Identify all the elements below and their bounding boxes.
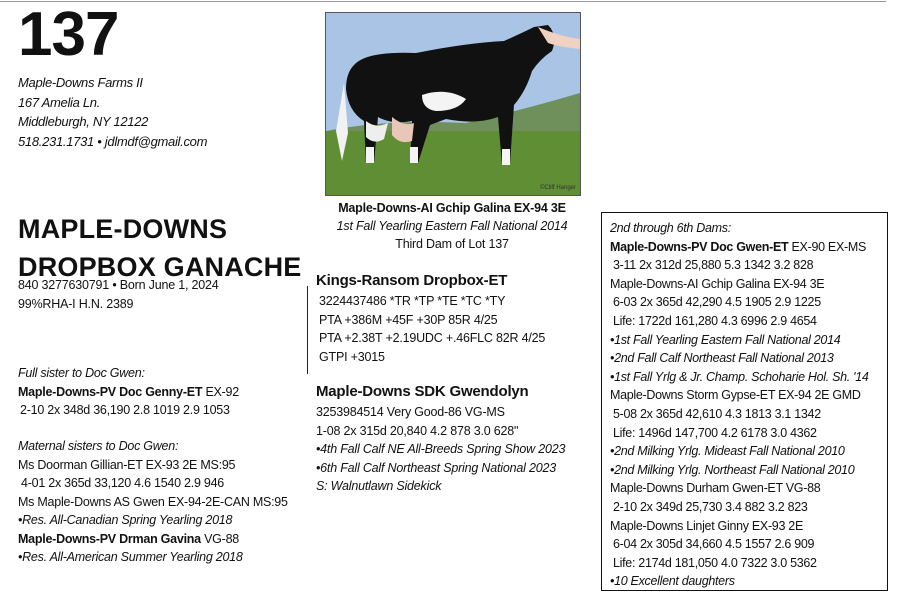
dam-section — [316, 382, 565, 496]
sire-section — [316, 271, 545, 366]
dams-box — [601, 212, 888, 591]
dam-lines — [316, 403, 565, 496]
ancestor-dam-line: Life: 2174d 181,050 4.0 7322 3.0 5362 — [613, 555, 817, 570]
lot-number: 137 — [18, 0, 119, 69]
ancestor-dam-name: Maple-Downs-PV Doc Gwen-ET — [610, 239, 789, 254]
full-sister-name-line — [18, 383, 239, 402]
ancestor-dam-line: •1st Fall Yearling Eastern Fall National 2014 — [610, 332, 841, 347]
dam-detail-line: •6th Fall Calf Northeast Spring National 2023 — [316, 460, 556, 475]
dam-name: Maple-Downs SDK Gwendolyn — [316, 383, 529, 400]
top-rule — [0, 1, 886, 2]
ancestor-dam-line: Life: 1722d 161,280 4.3 6996 2.9 4654 — [613, 313, 817, 328]
dam-detail-line: 1-08 2x 315d 20,840 4.2 878 3.0 628" — [316, 423, 519, 438]
ancestor-dam-line: Life: 1496d 147,700 4.2 6178 3.0 4362 — [613, 425, 817, 440]
dam-detail-line: S: Walnutlawn Sidekick — [316, 479, 442, 493]
animal-id-birth: 840 3277630791 • Born June 1, 2024 — [18, 278, 219, 292]
full-sister-section — [18, 364, 239, 420]
consignor-city: Middleburgh, NY 12122 — [18, 114, 149, 129]
maternal-sister-line: 4-01 2x 365d 33,120 4.6 1540 2.9 946 — [21, 476, 224, 490]
ancestor-dam-line: Maple-Downs Linjet Ginny EX-93 2E — [610, 518, 803, 533]
cow-image — [326, 13, 580, 195]
photo-caption-relation: Third Dam of Lot 137 — [395, 237, 509, 251]
full-sister-score: EX-92 — [202, 384, 239, 399]
sire-rule — [307, 286, 308, 374]
ancestor-dam-line: Maple-Downs Durham Gwen-ET VG-88 — [610, 481, 821, 496]
ancestor-dam-line: 3-11 2x 312d 25,880 5.3 1342 3.2 828 — [613, 258, 814, 273]
maternal-sister-line: Ms Doorman Gillian-ET EX-93 2E MS:95 — [18, 457, 236, 472]
sire-line-4: GTPI +3015 — [319, 349, 385, 364]
ancestor-dam-line: 6-03 2x 365d 42,290 4.5 1905 2.9 1225 — [613, 295, 821, 310]
sire-line-2: PTA +386M +45F +30P 85R 4/25 — [319, 312, 498, 327]
full-sister-heading: Full sister to Doc Gwen: — [18, 366, 145, 380]
ancestor-dam-line: •10 Excellent daughters — [610, 574, 735, 589]
consignor-contact: 518.231.1731 • jdlmdf@gmail.com — [18, 133, 208, 149]
full-sister-record: 2-10 2x 348d 36,190 2.8 1019 2.9 1053 — [20, 403, 230, 417]
consignor-address — [18, 73, 207, 151]
cow-photo — [325, 12, 581, 196]
ancestor-dam-line: 6-04 2x 305d 34,660 4.5 1557 2.6 909 — [613, 537, 815, 552]
maternal-sisters-section — [18, 437, 288, 567]
photo-caption-name: Maple-Downs-AI Gchip Galina EX-94 3E — [338, 201, 566, 215]
maternal-sister-name: Maple-Downs-PV Drman Gavina — [18, 531, 201, 546]
sire-name: Kings-Ransom Dropbox-ET — [316, 272, 508, 289]
animal-name-line-2: DROPBOX GANACHE — [18, 252, 302, 282]
maternal-sister-line: •Res. All-Canadian Spring Yearling 2018 — [18, 513, 233, 527]
ancestor-dam-line: •2nd Milking Yrlg. Mideast Fall National 2010 — [610, 444, 845, 459]
sire-line-1: 3224437486 *TR *TP *TE *TC *TY — [319, 294, 506, 308]
maternal-sister-line — [18, 530, 288, 549]
full-sister-name: Maple-Downs-PV Doc Genny-ET — [18, 384, 203, 399]
photo-caption-award: 1st Fall Yearling Eastern Fall National 2014 — [336, 219, 568, 233]
animal-rha: 99%RHA-I H.N. 2389 — [18, 296, 134, 311]
ancestor-dam-line — [610, 238, 887, 257]
ancestor-dam-line: Maple-Downs Storm Gypse-ET EX-94 2E GMD — [610, 388, 861, 403]
dams-box-list — [610, 238, 887, 591]
animal-name-line-1: MAPLE-DOWNS — [18, 214, 228, 244]
maternal-sisters-heading: Maternal sisters to Doc Gwen: — [18, 439, 179, 453]
consignor-street: 167 Amelia Ln. — [18, 94, 101, 110]
photo-credit: ©Cliff Hanger — [540, 185, 576, 191]
sire-line-3: PTA +2.38T +2.19UDC +.46FLC 82R 4/25 — [319, 331, 546, 345]
ancestor-dam-score: EX-90 EX-MS — [788, 239, 867, 254]
dams-box-heading: 2nd through 6th Dams: — [610, 221, 731, 235]
maternal-sister-score: VG-88 — [200, 531, 239, 546]
ancestor-dam-line: •2nd Milking Yrlg. Northeast Fall National 2010 — [610, 462, 855, 477]
dam-detail-line: •4th Fall Calf NE All-Breeds Spring Show 2023 — [316, 442, 566, 456]
dam-detail-line: 3253984514 Very Good-86 VG-MS — [316, 405, 505, 419]
animal-info — [18, 276, 219, 313]
maternal-sister-line: Ms Maple-Downs AS Gwen EX-94-2E-CAN MS:95 — [18, 494, 288, 509]
ancestor-dam-line: •2nd Fall Calf Northeast Fall National 2013 — [610, 351, 834, 366]
ancestor-dam-line: 5-08 2x 365d 42,610 4.3 1813 3.1 1342 — [613, 406, 821, 421]
ancestor-dam-line: •1st Fall Yrlg & Jr. Champ. Schoharie Hol. Sh. '14 — [610, 369, 869, 384]
photo-caption — [312, 199, 592, 253]
maternal-sisters-list — [18, 456, 288, 567]
ancestor-dam-line: Maple-Downs-AI Gchip Galina EX-94 3E — [610, 276, 825, 291]
ancestor-dam-line: 2-10 2x 349d 25,730 3.4 882 3.2 823 — [613, 499, 808, 514]
animal-name — [18, 210, 302, 286]
maternal-sister-line: •Res. All-American Summer Yearling 2018 — [18, 550, 243, 564]
consignor-farm: Maple-Downs Farms II — [18, 75, 143, 90]
